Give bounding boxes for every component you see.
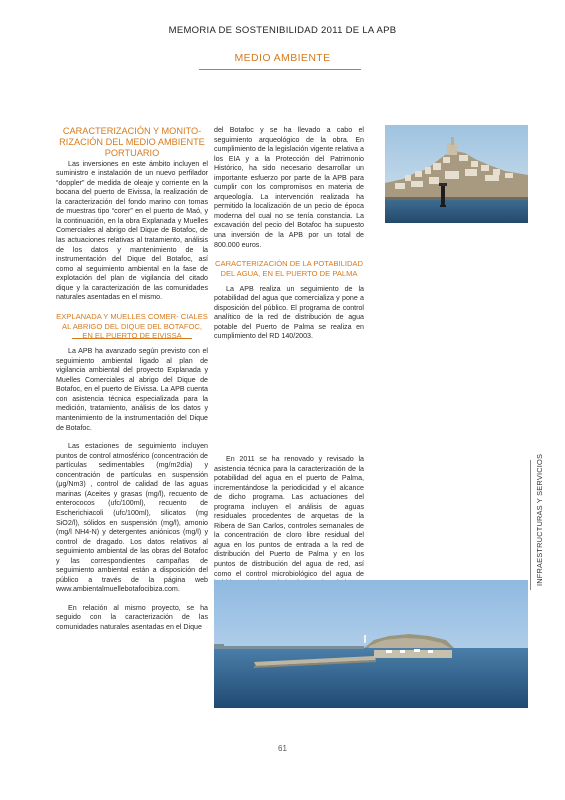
text-column-left	[56, 126, 208, 633]
heading-caracterizacion-monitorizacion: CARACTERIZACIÓN Y MONITO- RIZACIÓN DEL MEDIO AMBIENTE PORTUARIO	[59, 126, 205, 159]
document-header-title: MEMORIA DE SOSTENIBILIDAD 2011 DE LA APB	[168, 25, 397, 36]
paragraph-estaciones: Las estaciones de seguimiento incluyen puntos de control atmosférico (concentración de partículas sedimentables (mg/m2día) y concentración de partículas en suspensión (μg/Nm3) , control de calidad de las aguas marinas (Aceites y grasas (mg/l), recuento de enterococos (ufc/100ml), recuento de Escherichiacoli (ufc/100ml), silicatos (mg SiO2/l), sólidos en suspensión (mg/l), amonio (mg/l NH4-N) y detergentes aniónicos (mg/l) y control de dragado. Los datos relativos al seguimiento ambiental de las obras del Botafoc y las correspondientes campañas de seguimiento ambiental están a disposición del público a través de la página web www.ambientalmuellebotafocibiza.com.	[56, 442, 208, 594]
paragraph-potabilidad: La APB realiza un seguimiento de la potabilidad del agua que comercializa y pone a disposición del público. El programa de control analítico de la red de distribución de agua potable del Puerto de Palma se realiza en cumplimiento del RD 140/2003.	[214, 284, 364, 341]
photo-eivissa-old-town	[385, 125, 528, 223]
heading-potabilidad-agua: CARACTERIZACIÓN DE LA POTABILIDAD DEL AGUA, EN EL PUERTO DE PALMA	[215, 259, 363, 278]
heading-explanada-muelles: EXPLANADA Y MUELLES COMER- CIALES AL ABRIGO DEL DIQUE DEL BOTAFOC, EN EL PUERTO DE EIVISSA	[56, 311, 208, 341]
text-column-middle	[214, 126, 364, 342]
paragraph-arqueologia: del Botafoc y se ha llevado a cabo el seguimiento arqueológico de la obra. En cumplimiento de la legislación vigente relativa a los EIA y a la Protección del Patrimonio Histórico, ha sido necesario desarrollar un importante esfuerzo por parte de la APB para cumplir con los compromisos en materia de arqueología. La intervención realizada ha permitido la localización de un pecio de época moderna del cual no se tenía constancia. La excavación del pecio del Botafoc ha supuesto una inversión de la APB por un total de 800.000 euros.	[214, 126, 364, 249]
sidebar-divider	[530, 460, 531, 590]
text-column-middle-lower	[214, 455, 364, 598]
page-number: 61	[278, 744, 287, 753]
paragraph-inversiones: Las inversiones en este ámbito incluyen el suministro e instalación de un nuevo perfilador “doppler” de medida de oleaje y corriente en la bocana del puerto de Eivissa, la realización de la caracterización del fondo marino con tomas de muestras tipo “corer” en el puerto de Maó, y la continuación, en la obra Explanada y Muelles Comerciales al abrigo del Dique de Botafoc, de las actuaciones relativas al tratamiento, análisis de los datos y mantenimiento de la instrumentación del Dique del Botafoc, así como al seguimiento ambiental en la fase de explotación del plan de vigilancia del citado dique y la caracterización de las comunidades naturales asentadas en el mismo.	[56, 159, 208, 302]
paragraph-renovacion: En 2011 se ha renovado y revisado la asistencia técnica para la caracterización de la potabilidad del agua en el puerto de Palma, incrementándose la periodicidad y el alcance de dicho programa. Las actuaciones del programa incluyen el análisis de aguas residuales procedentes de arquetas de la Ribera de San Carlos, controles semanales de la concentración de cloro libre residual del agua en los puntos de entrada a la red de distribución del Puerto de Palma y en los puntos de distribución del agua de red, así como el control microbiológico del agua de	[214, 455, 364, 578]
paragraph-relacion-proyecto: En relación al mismo proyecto, se ha seguido con la caracterización de las comunidades naturales asentadas en el Dique	[56, 603, 208, 631]
sidebar-section-label: INFRAESTRUCTURAS Y SERVICIOS	[535, 453, 544, 586]
section-title: MEDIO AMBIENTE	[234, 52, 331, 64]
photo-botafoc-breakwater	[214, 580, 528, 708]
photo-eivissa-old-town-image	[385, 125, 528, 223]
photo-botafoc-breakwater-image	[214, 580, 528, 708]
paragraph-seguimiento-ambiental: La APB ha avanzado según previsto con el seguimiento ambiental ligado al plan de vigilancia ambiental del proyecto Explanada y Muelles Comerciales al abrigo del Dique de Botafoc, en el puerto de Eivissa. La APB cuenta con asistencia técnica especializada para la medición, tratamiento, análisis de los datos y mantenimiento de la instrumentación del Dique de Botafoc.	[56, 347, 208, 432]
section-title-underline	[199, 69, 361, 70]
